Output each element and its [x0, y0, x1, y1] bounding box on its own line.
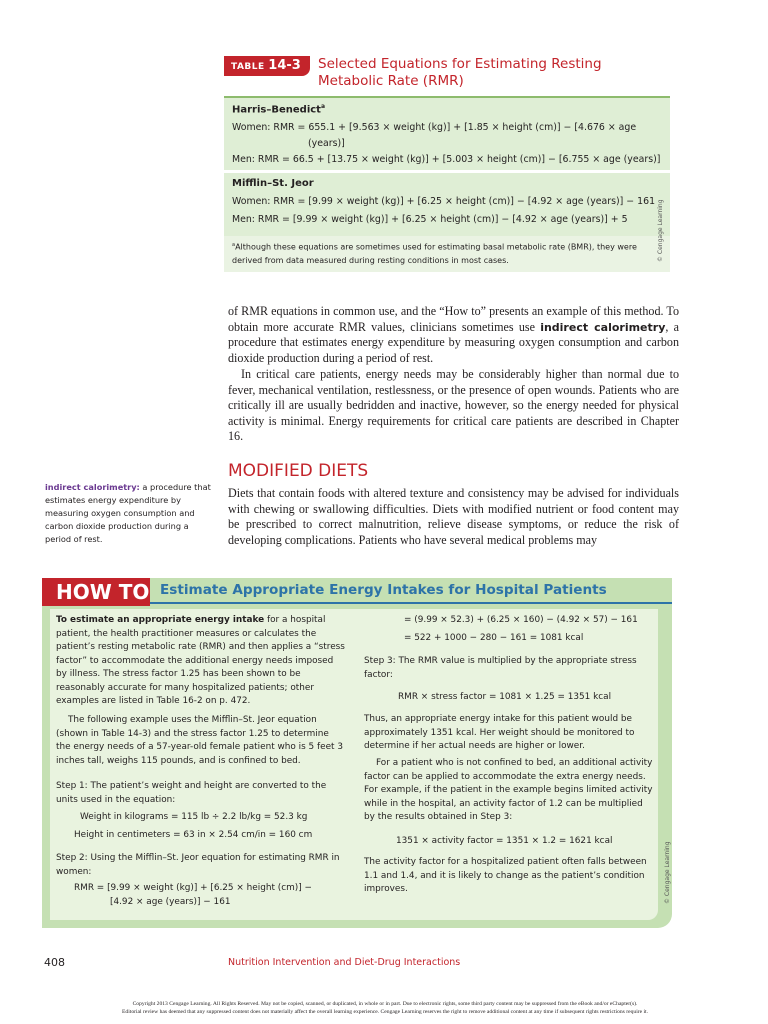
- howto-intro-bold: To estimate an appropriate energy intake: [56, 615, 265, 625]
- table-label-prefix: TABLE: [231, 62, 265, 72]
- height-conversion: Height in centimeters = 63 in × 2.54 cm/in = 160 cm: [74, 830, 313, 840]
- rmr-equation-line2: [4.92 × age (years)] − 161: [110, 897, 231, 907]
- mifflin-men-equation: Men: RMR = [9.99 × weight (kg)] + [6.25 × height (cm)] − [4.92 × age (years)] + 5: [232, 214, 628, 225]
- margin-definition: [45, 481, 213, 546]
- stress-factor-equation: RMR × stress factor = 1081 × 1.25 = 1351 kcal: [398, 692, 612, 702]
- table-title-line2: Metabolic Rate (RMR): [318, 73, 464, 89]
- paragraph-modified-diets: Diets that contain foods with altered texture and consistency may be advised for individuals with chewing or swallowing difficulties. Diets with modified nutrient or food content may be prescribed to correct malnutrition, relieve disease symptoms, or reduce the risk of developing complications. Patients who have several medical problems may: [228, 486, 679, 547]
- howto-title-rule: [150, 602, 672, 604]
- howto-activity-factor: For a patient who is not confined to bed, an additional activity factor can be applied to accommodate the extra energy needs. For example, if the patient in the example begins limited activity while in the hospital, an activity factor of 1.2 can be multiplied by the results obtained in Step 3:: [364, 758, 653, 822]
- howto-title: Estimate Appropriate Energy Intakes for Hospital Patients: [160, 582, 607, 598]
- section-heading-modified-diets: MODIFIED DIETS: [228, 461, 369, 481]
- table-separator: [224, 170, 670, 173]
- howto-tab: HOW TO: [42, 578, 150, 606]
- mifflin-women-equation: Women: RMR = [9.99 × weight (kg)] + [6.25 × height (cm)] − [4.92 × age (years)] − 161: [232, 196, 656, 207]
- howto-step2: Step 2: Using the Mifflin–St. Jeor equation for estimating RMR in women:: [56, 853, 340, 877]
- howto-step1: Step 1: The patient’s weight and height are converted to the units used in the equation:: [56, 781, 327, 805]
- key-term-indirect-calorimetry: indirect calorimetry: [540, 320, 666, 334]
- howto-conclusion: Thus, an appropriate energy intake for this patient would be approximately 1351 kcal. Her weight should be monitored to determine if her actual needs are higher or lower.: [364, 714, 635, 751]
- footnote-line1: Although these equations are sometimes used for estimating basal metabolic rate (BMR), they were: [235, 242, 637, 252]
- table-credit: © Cengage Learning: [657, 199, 664, 262]
- harris-heading-text: Harris–Benedict: [232, 104, 321, 116]
- margin-definition-text: a procedure that estimates energy expenditure by measuring oxygen consumption and carbon dioxide production during a period of rest.: [45, 482, 211, 544]
- table-footnote: [232, 239, 652, 267]
- howto-intro: [56, 614, 346, 709]
- table-title-line1: Selected Equations for Estimating Resting: [318, 56, 602, 72]
- margin-term: indirect calorimetry:: [45, 482, 140, 492]
- harris-benedict-heading: [232, 103, 325, 115]
- harris-footnote-mark: a: [320, 103, 326, 110]
- weight-conversion: Weight in kilograms = 115 lb ÷ 2.2 lb/kg = 52.3 kg: [80, 812, 308, 822]
- copyright-line2: Editorial review has deemed that any suppressed content does not materially affect the overall learning experience. Cengage Learning reserves the right to remove additional content at any time if subsequent rights restrictions require it.: [122, 1009, 648, 1015]
- page-number: 408: [44, 956, 65, 969]
- p1-text-b: , a procedure that estimates energy expenditure by measuring oxygen consumption and carbon dioxide production during a period of rest.: [228, 319, 679, 365]
- table-label-tag: [224, 56, 310, 76]
- harris-women-line1: Women: RMR = 655.1 + [9.563 × weight (kg)] + [1.85 × height (cm)] − [4.676 × age: [232, 122, 637, 133]
- copyright-line1: Copyright 2013 Cengage Learning. All Rights Reserved. May not be copied, scanned, or duplicated, in whole or in part. Due to electronic rights, some third party content may be suppressed from the eBook and/or eChapter(s).: [132, 1001, 638, 1007]
- mifflin-heading: Mifflin–St. Jeor: [232, 178, 314, 189]
- table-label-number: 14-3: [268, 58, 301, 73]
- copyright-notice: [40, 1000, 730, 1016]
- howto-credit: © Cengage Learning: [664, 841, 671, 904]
- howto-example: The following example uses the Mifflin–St. Jeor equation (shown in Table 14-3) and the stress factor 1.25 to determine the energy needs of a 57-year-old female patient who is 5 feet 3 inches tall, weighs 115 pounds, and is confined to bed.: [56, 715, 344, 766]
- activity-factor-equation: 1351 × activity factor = 1351 × 1.2 = 1621 kcal: [396, 836, 613, 846]
- running-title: Nutrition Intervention and Diet-Drug Interactions: [228, 957, 461, 968]
- harris-women-line2: (years)]: [308, 138, 345, 149]
- howto-intro-rest: for a hospital patient, the health practitioner measures or calculates the patient’s resting metabolic rate (RMR) and then applies a “stress factor” to accommodate the additional energy needs imposed by illness. The stress factor 1.25 has been shown to be reasonably accurate for many hospitalized patients; other examples are listed in Table 16-2 on p. 472.: [56, 615, 345, 706]
- howto-final-note: The activity factor for a hospitalized patient often falls between 1.1 and 1.4, and it is likely to change as the patient’s condition improves.: [364, 857, 647, 894]
- table-top-rule: [224, 96, 670, 98]
- table-title: [318, 56, 638, 90]
- footnote-mark: a: [232, 242, 236, 248]
- rmr-calc-line1: = (9.99 × 52.3) + (6.25 × 160) − (4.92 × 57) − 161: [404, 615, 638, 625]
- rmr-equation-line1: RMR = [9.99 × weight (kg)] + [6.25 × height (cm)] −: [74, 883, 312, 893]
- rmr-calc-line2: = 522 + 1000 − 280 − 161 = 1081 kcal: [404, 633, 584, 643]
- howto-step3: Step 3: The RMR value is multiplied by the appropriate stress factor:: [364, 656, 637, 680]
- p1-text-a: of RMR equations in common use, and the “How to” presents an example of this method. To obtain more accurate RMR values, clinicians sometimes use: [228, 304, 679, 334]
- footnote-line2: derived from data measured during resting conditions in most cases.: [232, 255, 509, 265]
- harris-men-equation: Men: RMR = 66.5 + [13.75 × weight (kg)] + [5.003 × height (cm)] − [6.755 × age (years)]: [232, 154, 661, 165]
- paragraph-critical-care: In critical care patients, energy needs may be considerably higher than normal due to fever, mechanical ventilation, restlessness, or the presence of open wounds. Patients who are critically ill are usually bedridden and inactive, however, so the energy needed for physical activity is minimal. Energy requirements for critical care patients are described in Chapter 16.: [228, 367, 679, 443]
- paragraph-rmr-methods: [228, 304, 679, 366]
